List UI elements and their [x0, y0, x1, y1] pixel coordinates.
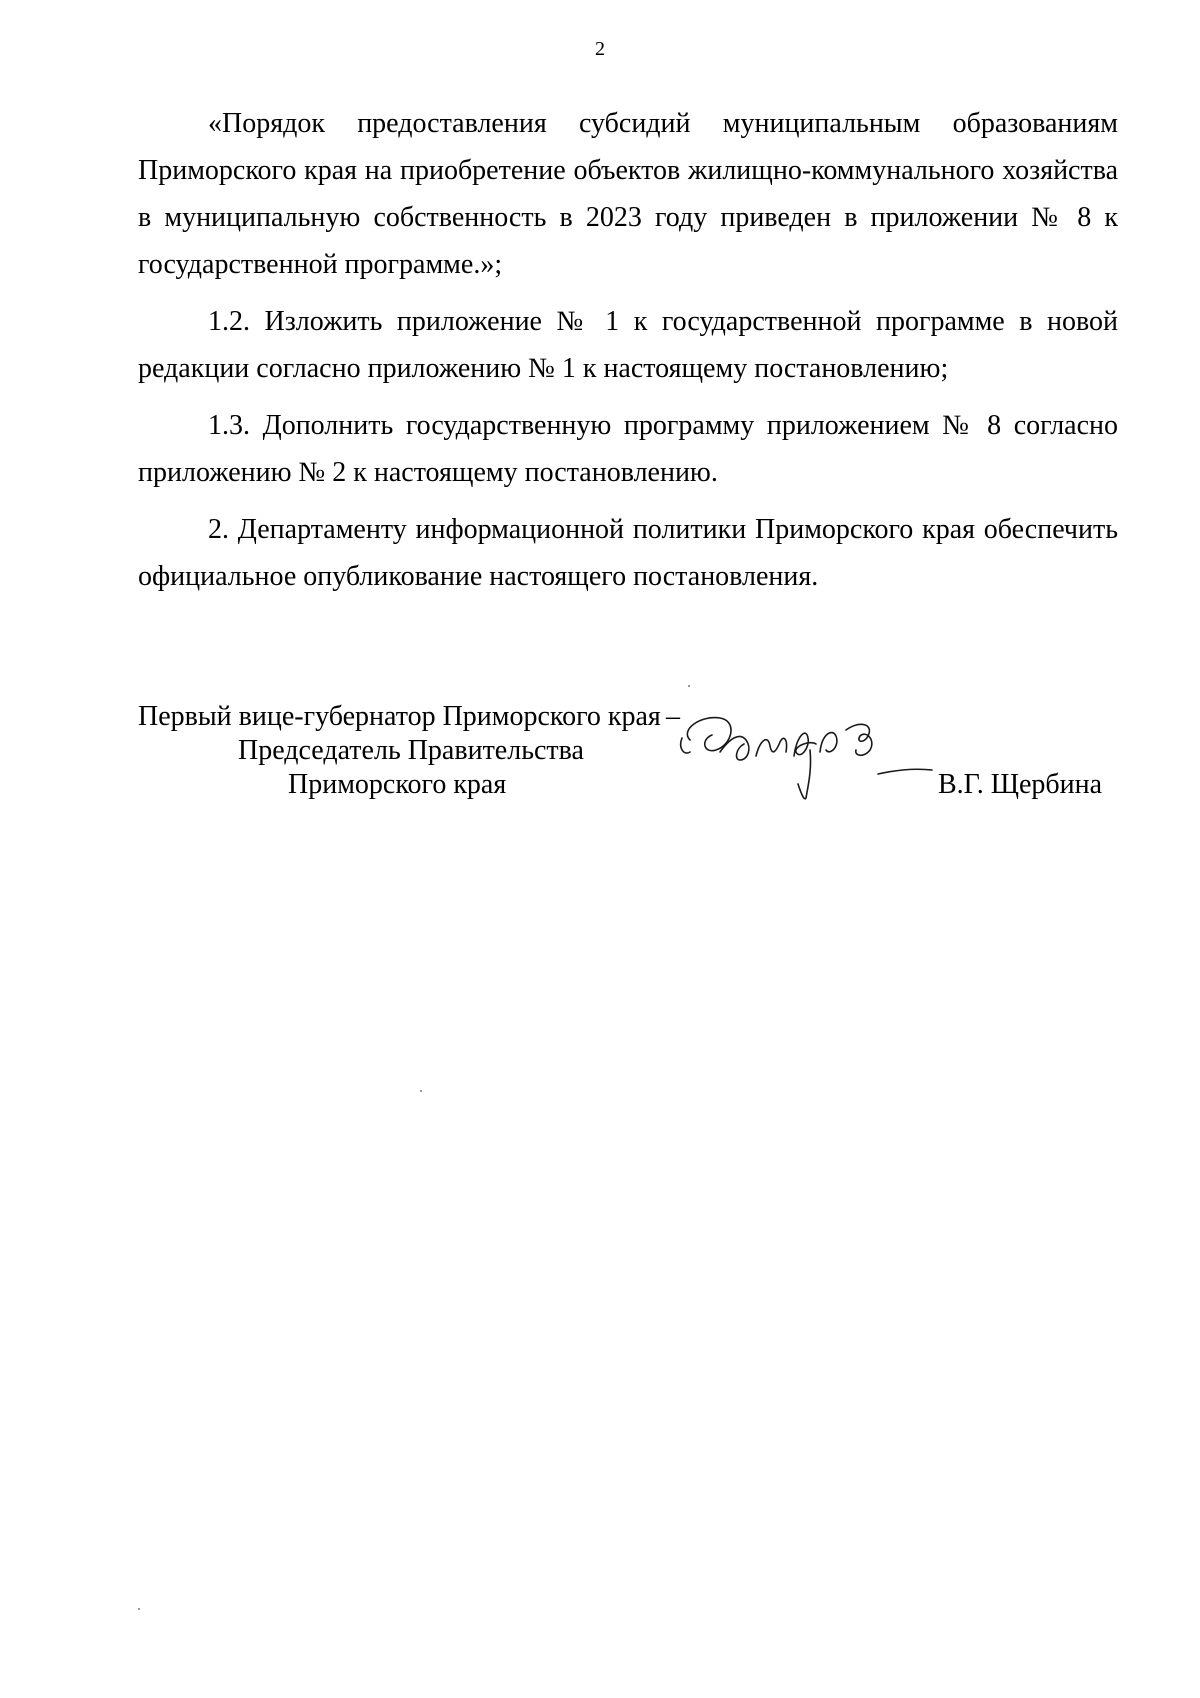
position-line-1: Первый вице-губернатор Приморского края	[138, 701, 661, 732]
signatory-position	[138, 700, 661, 802]
position-dash: –	[666, 701, 680, 732]
paragraph-2: 2. Департаменту информационной политики Приморского края обеспечить официальное опубликование настоящего постановления.	[138, 514, 1118, 592]
paragraph-1-2: 1.2. Изложить приложение № 1 к государственной программе в новой редакции согласно приложению № 1 к настоящему постановлению;	[138, 306, 1118, 384]
scan-speck	[688, 685, 690, 687]
page-number: 2	[595, 38, 605, 60]
document-body	[138, 100, 1118, 600]
scan-speck	[420, 1090, 422, 1092]
position-line-2: Председатель Правительства	[238, 735, 584, 766]
paragraph-procedure: «Порядок предоставления субсидий муниципальным образованиям Приморского края на приобретение объектов жилищно-коммунального хозяйства в муниципальную собственность в 2023 году приведен в приложении № 8 к государственной программе.»;	[138, 108, 1118, 280]
scan-speck	[138, 1608, 140, 1610]
handwritten-signature	[660, 690, 960, 830]
signer-name: В.Г. Щербина	[938, 769, 1103, 800]
paragraph-1-3: 1.3. Дополнить государственную программу приложением № 8 согласно приложению № 2 к настоящему постановлению.	[138, 410, 1118, 488]
position-line-3: Приморского края	[288, 769, 507, 800]
